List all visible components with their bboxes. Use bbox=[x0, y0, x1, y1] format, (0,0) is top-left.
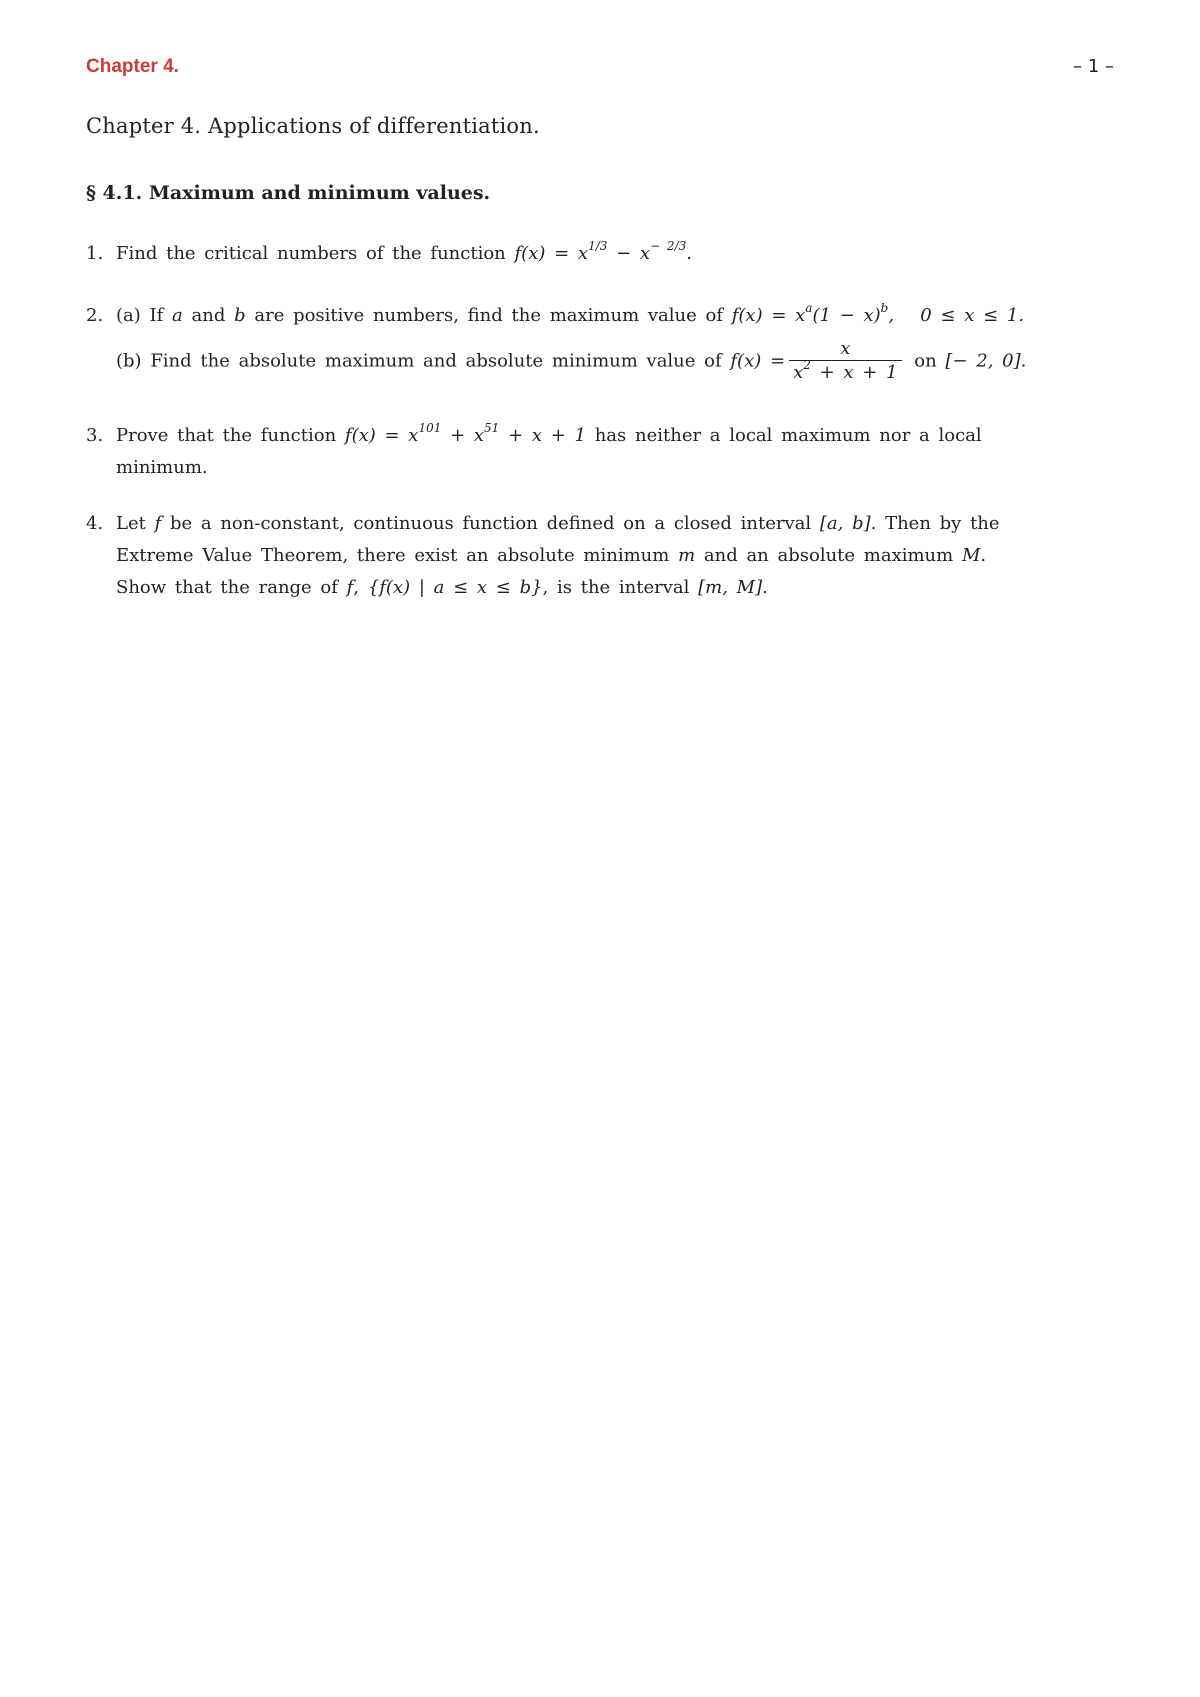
page-number: – 1 – bbox=[1073, 56, 1114, 77]
problem-4: 4. Let f be a non-constant, continuous function defined on a closed interval [a, b]. Then by the Extreme Value Theorem, there exist an absolute minimum m and an absolute maximum M. Show that the range of f, {f(x) | a ≤ x ≤ b}, is the interval [m, M]. bbox=[86, 508, 1000, 604]
formula: f(x) = bbox=[730, 350, 786, 372]
formula: $f(x) = x^{101} + x^{51} + x + 1$ bbox=[344, 421, 586, 446]
running-head: Chapter 4. bbox=[86, 56, 179, 77]
problem-number: 3. bbox=[86, 425, 104, 446]
problem-3: 3. Prove that the function $f(x) = x^{101} + x^{51} + x + 1$ has neither a local maximum nor a local minimum. bbox=[86, 421, 982, 478]
section-title: § 4.1. Maximum and minimum values. bbox=[86, 182, 491, 204]
problem-1: 1. Find the critical numbers of the function $f(x) = x^{1/3} - x^{- 2/3}$. bbox=[86, 238, 692, 270]
problem-text: Find the critical numbers of the function bbox=[116, 243, 506, 264]
problem-number: 1. bbox=[86, 243, 104, 264]
problem-2b: (b) Find the absolute maximum and absolute minimum value of f(x) = $\frac{x}{x^2 + x + 1}$ on [− 2, 0]. bbox=[116, 338, 1027, 383]
problem-2 bbox=[86, 300, 1026, 385]
fraction: $\frac{x}{x^2 + x + 1}$ bbox=[789, 338, 901, 385]
problem-number: 4. bbox=[86, 513, 104, 534]
formula: $f(x) = x^{1/3} - x^{- 2/3}$ bbox=[514, 239, 687, 264]
problem-2a: 2. (a) If a and b are positive numbers, find the maximum value of $f(x) = x^a(1 - x)^b$, 0 ≤ x ≤ 1. bbox=[86, 300, 1026, 332]
chapter-title: Chapter 4. Applications of differentiation. bbox=[86, 114, 540, 138]
problem-number: 2. bbox=[86, 305, 104, 326]
domain: 0 ≤ x ≤ 1. bbox=[920, 305, 1025, 326]
formula: $f(x) = x^a(1 - x)^b$, bbox=[731, 301, 895, 326]
